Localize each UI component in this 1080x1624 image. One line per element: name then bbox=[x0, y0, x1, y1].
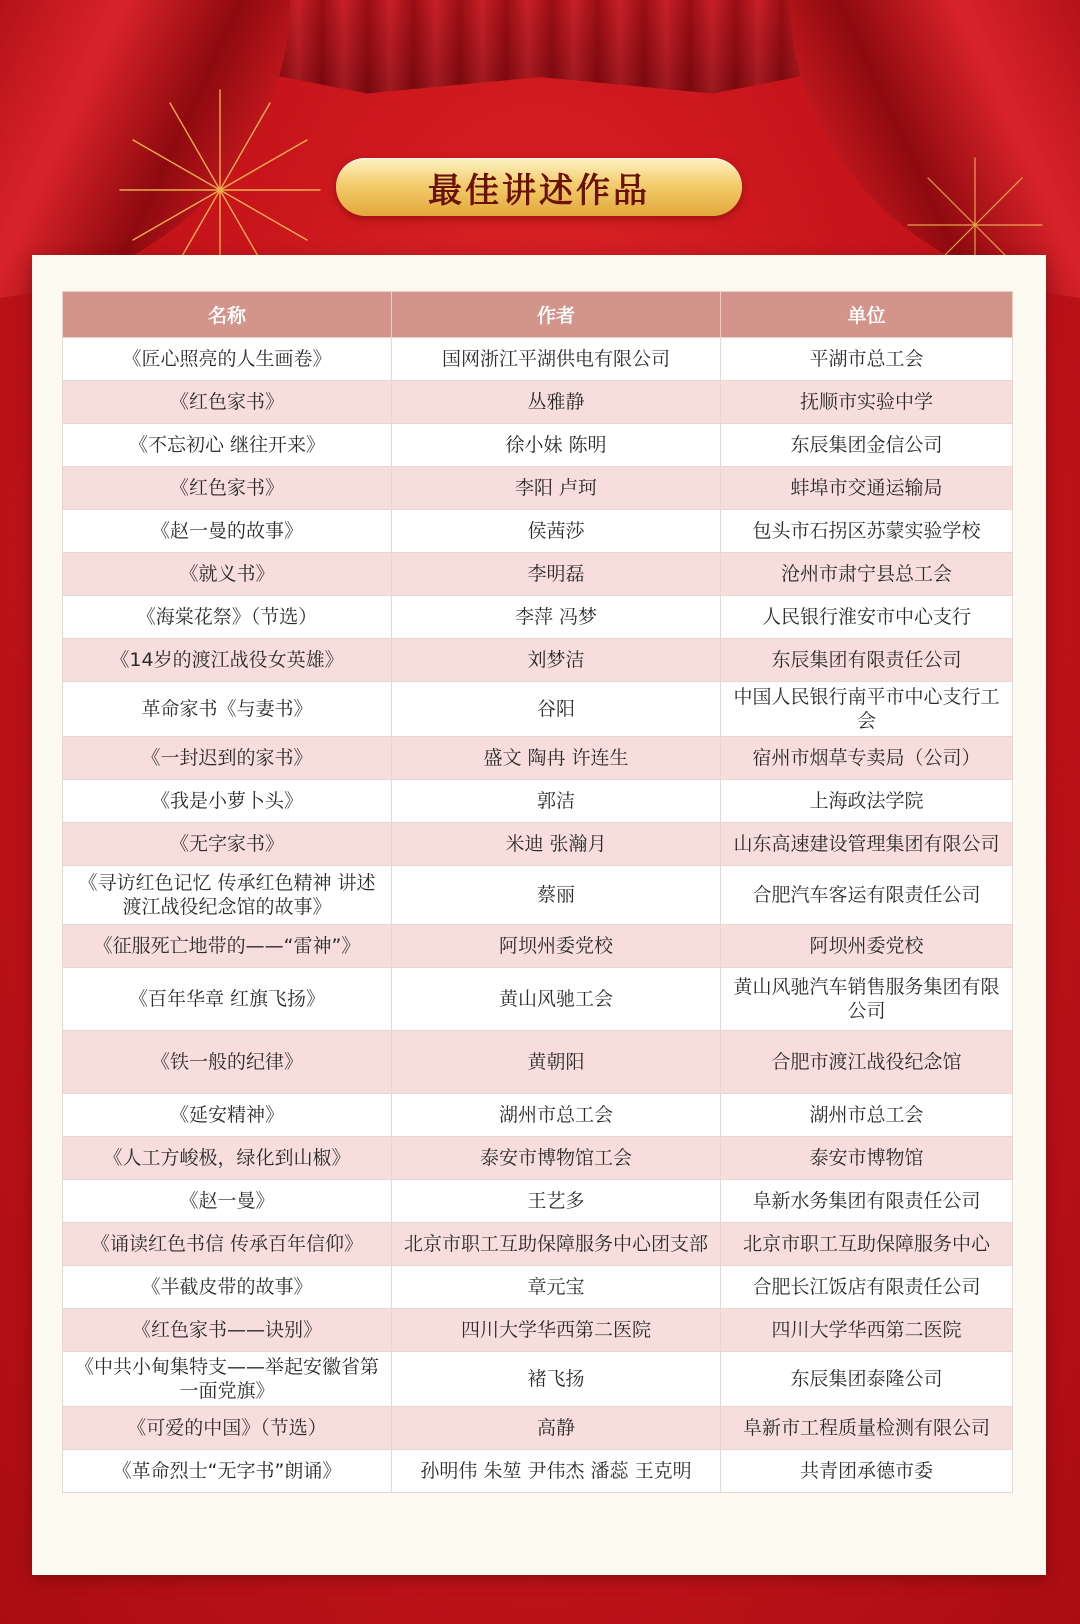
cell-name: 《无字家书》 bbox=[63, 823, 392, 866]
cell-author: 米迪 张瀚月 bbox=[392, 823, 721, 866]
cell-unit: 合肥市渡江战役纪念馆 bbox=[721, 1031, 1013, 1094]
cell-author: 王艺多 bbox=[392, 1180, 721, 1223]
page-title: 最佳讲述作品 bbox=[428, 170, 650, 211]
cell-name: 《赵一曼》 bbox=[63, 1180, 392, 1223]
cell-name: 《海棠花祭》（节选） bbox=[63, 596, 392, 639]
table-row bbox=[63, 424, 1013, 467]
cell-name: 《征服死亡地带的——“雷神”》 bbox=[63, 925, 392, 968]
table-row bbox=[63, 737, 1013, 780]
cell-author: 李阳 卢珂 bbox=[392, 467, 721, 510]
cell-unit: 泰安市博物馆 bbox=[721, 1137, 1013, 1180]
cell-author: 侯茜莎 bbox=[392, 510, 721, 553]
cell-unit: 北京市职工互助保障服务中心 bbox=[721, 1223, 1013, 1266]
table-row bbox=[63, 1450, 1013, 1493]
table-row bbox=[63, 1352, 1013, 1407]
table-row bbox=[63, 823, 1013, 866]
cell-name: 《可爱的中国》（节选） bbox=[63, 1407, 392, 1450]
title-banner bbox=[336, 158, 742, 216]
cell-unit: 中国人民银行南平市中心支行工会 bbox=[721, 682, 1013, 737]
cell-unit: 合肥长江饭店有限责任公司 bbox=[721, 1266, 1013, 1309]
cell-unit: 东辰集团金信公司 bbox=[721, 424, 1013, 467]
table-row bbox=[63, 1137, 1013, 1180]
table-body bbox=[63, 338, 1013, 1493]
table-row bbox=[63, 1266, 1013, 1309]
cell-name: 《红色家书——诀别》 bbox=[63, 1309, 392, 1352]
cell-author: 郭洁 bbox=[392, 780, 721, 823]
cell-name: 《百年华章 红旗飞扬》 bbox=[63, 968, 392, 1031]
table-row bbox=[63, 467, 1013, 510]
cell-name: 《革命烈士“无字书”朗诵》 bbox=[63, 1450, 392, 1493]
cell-unit: 阜新市工程质量检测有限公司 bbox=[721, 1407, 1013, 1450]
cell-unit: 四川大学华西第二医院 bbox=[721, 1309, 1013, 1352]
cell-name: 《一封迟到的家书》 bbox=[63, 737, 392, 780]
cell-author: 黄朝阳 bbox=[392, 1031, 721, 1094]
cell-author: 阿坝州委党校 bbox=[392, 925, 721, 968]
cell-unit: 包头市石拐区苏蒙实验学校 bbox=[721, 510, 1013, 553]
cell-name: 《铁一般的纪律》 bbox=[63, 1031, 392, 1094]
cell-name: 《中共小甸集特支——举起安徽省第一面党旗》 bbox=[63, 1352, 392, 1407]
table-row bbox=[63, 1309, 1013, 1352]
cell-author: 李萍 冯梦 bbox=[392, 596, 721, 639]
content-card bbox=[32, 255, 1046, 1575]
cell-name: 《延安精神》 bbox=[63, 1094, 392, 1137]
cell-unit: 阜新水务集团有限责任公司 bbox=[721, 1180, 1013, 1223]
cell-author: 孙明伟 朱堃 尹伟杰 潘蕊 王克明 bbox=[392, 1450, 721, 1493]
header-author: 作者 bbox=[392, 292, 721, 338]
cell-name: 《就义书》 bbox=[63, 553, 392, 596]
cell-unit: 沧州市肃宁县总工会 bbox=[721, 553, 1013, 596]
cell-name: 《不忘初心 继往开来》 bbox=[63, 424, 392, 467]
cell-author: 丛雅静 bbox=[392, 381, 721, 424]
cell-author: 谷阳 bbox=[392, 682, 721, 737]
cell-unit: 山东高速建设管理集团有限公司 bbox=[721, 823, 1013, 866]
curtain-valance bbox=[0, 0, 1080, 110]
table-row bbox=[63, 1407, 1013, 1450]
cell-unit: 黄山风驰汽车销售服务集团有限公司 bbox=[721, 968, 1013, 1031]
cell-unit: 宿州市烟草专卖局（公司） bbox=[721, 737, 1013, 780]
cell-unit: 抚顺市实验中学 bbox=[721, 381, 1013, 424]
cell-name: 《我是小萝卜头》 bbox=[63, 780, 392, 823]
cell-unit: 上海政法学院 bbox=[721, 780, 1013, 823]
cell-author: 徐小妹 陈明 bbox=[392, 424, 721, 467]
cell-unit: 东辰集团有限责任公司 bbox=[721, 639, 1013, 682]
table-row bbox=[63, 925, 1013, 968]
cell-author: 国网浙江平湖供电有限公司 bbox=[392, 338, 721, 381]
cell-author: 盛文 陶冉 许连生 bbox=[392, 737, 721, 780]
cell-name: 《红色家书》 bbox=[63, 467, 392, 510]
table-row bbox=[63, 1180, 1013, 1223]
table-header-row bbox=[63, 292, 1013, 338]
cell-unit: 平湖市总工会 bbox=[721, 338, 1013, 381]
table-row bbox=[63, 338, 1013, 381]
table-row bbox=[63, 1094, 1013, 1137]
table-row bbox=[63, 866, 1013, 925]
cell-author: 章元宝 bbox=[392, 1266, 721, 1309]
header-unit: 单位 bbox=[721, 292, 1013, 338]
cell-author: 褚飞扬 bbox=[392, 1352, 721, 1407]
cell-unit: 阿坝州委党校 bbox=[721, 925, 1013, 968]
works-table bbox=[62, 291, 1013, 1493]
cell-author: 湖州市总工会 bbox=[392, 1094, 721, 1137]
cell-unit: 湖州市总工会 bbox=[721, 1094, 1013, 1137]
cell-name: 《人工方峻极，绿化到山椒》 bbox=[63, 1137, 392, 1180]
table-row bbox=[63, 381, 1013, 424]
cell-name: 《诵读红色书信 传承百年信仰》 bbox=[63, 1223, 392, 1266]
cell-name: 革命家书《与妻书》 bbox=[63, 682, 392, 737]
cell-name: 《半截皮带的故事》 bbox=[63, 1266, 392, 1309]
cell-name: 《14岁的渡江战役女英雄》 bbox=[63, 639, 392, 682]
table-row bbox=[63, 639, 1013, 682]
cell-unit: 东辰集团泰隆公司 bbox=[721, 1352, 1013, 1407]
table-row bbox=[63, 596, 1013, 639]
cell-unit: 合肥汽车客运有限责任公司 bbox=[721, 866, 1013, 925]
cell-author: 四川大学华西第二医院 bbox=[392, 1309, 721, 1352]
cell-unit: 蚌埠市交通运输局 bbox=[721, 467, 1013, 510]
table-row bbox=[63, 968, 1013, 1031]
table-row bbox=[63, 682, 1013, 737]
table-row bbox=[63, 1031, 1013, 1094]
cell-author: 北京市职工互助保障服务中心团支部 bbox=[392, 1223, 721, 1266]
cell-author: 黄山风驰工会 bbox=[392, 968, 721, 1031]
cell-author: 李明磊 bbox=[392, 553, 721, 596]
table-row bbox=[63, 1223, 1013, 1266]
cell-name: 《寻访红色记忆 传承红色精神 讲述渡江战役纪念馆的故事》 bbox=[63, 866, 392, 925]
cell-unit: 共青团承德市委 bbox=[721, 1450, 1013, 1493]
cell-name: 《红色家书》 bbox=[63, 381, 392, 424]
table-row bbox=[63, 553, 1013, 596]
table-row bbox=[63, 510, 1013, 553]
cell-author: 刘梦洁 bbox=[392, 639, 721, 682]
cell-author: 蔡丽 bbox=[392, 866, 721, 925]
table-row bbox=[63, 780, 1013, 823]
cell-author: 泰安市博物馆工会 bbox=[392, 1137, 721, 1180]
cell-unit: 人民银行淮安市中心支行 bbox=[721, 596, 1013, 639]
header-name: 名称 bbox=[63, 292, 392, 338]
cell-name: 《匠心照亮的人生画卷》 bbox=[63, 338, 392, 381]
cell-name: 《赵一曼的故事》 bbox=[63, 510, 392, 553]
cell-author: 高静 bbox=[392, 1407, 721, 1450]
